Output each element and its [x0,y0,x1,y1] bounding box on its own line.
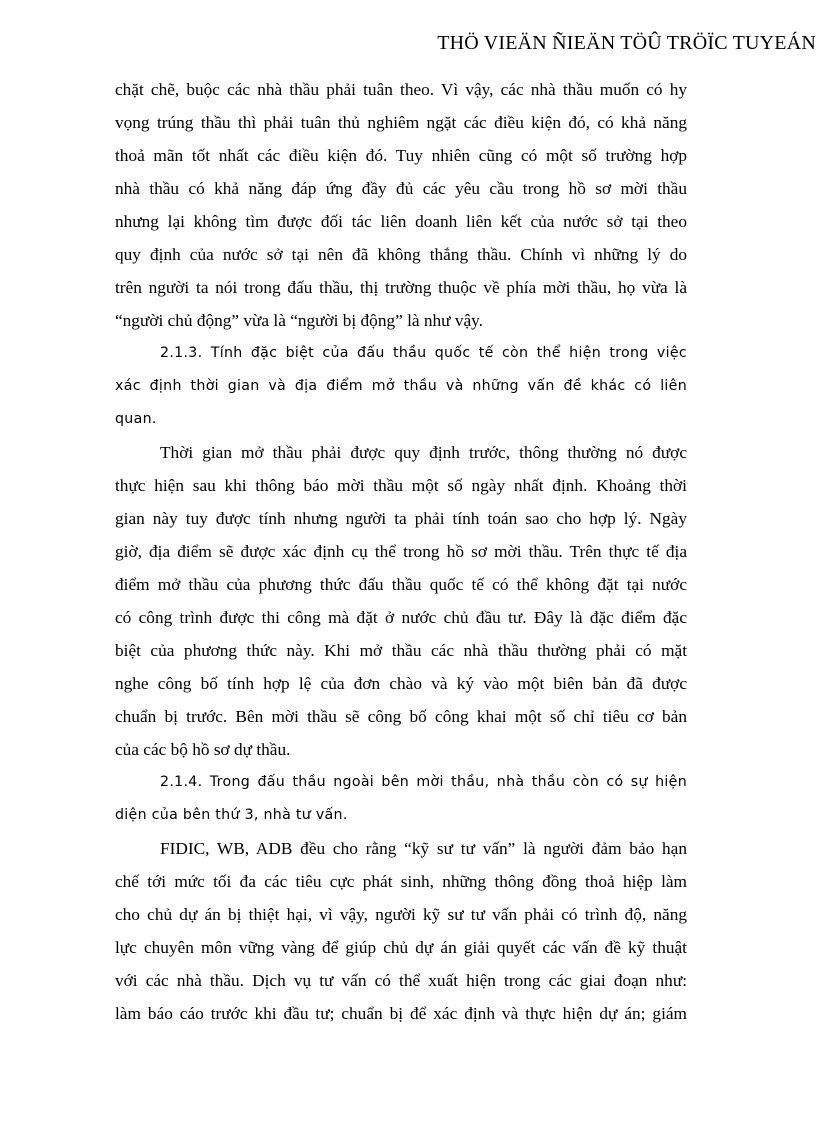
text-line: biệt của phương thức này. Khi mở thầu các nhà thầu thường phải có mặt [115,641,687,660]
document-body [115,73,687,1030]
text-line: nhà thầu có khả năng đáp ứng đầy đủ các yêu cầu trong hồ sơ mời thầu [115,179,687,198]
section-heading-line: 2.1.4. Trong đấu thầu ngoài bên mời thầu, nhà thầu còn có sự hiện [160,774,687,790]
text-line: điểm mở thầu của phương thức đấu thầu quốc tế có thể không đặt tại nước [115,575,687,594]
text-line: lực chuyên môn vững vàng để giúp chủ dự án giải quyết các vấn đề kỹ thuật [115,938,687,957]
text-line: với các nhà thầu. Dịch vụ tư vấn có thể xuất hiện trong các giai đoạn như: [115,971,687,990]
text-line: trên người ta nói trong đấu thầu, thị trường thuộc về phía mời thầu, họ vừa là [115,278,687,297]
text-line: làm báo cáo trước khi đầu tư; chuẩn bị để xác định và thực hiện dự án; giám [115,1004,687,1023]
text-line: FIDIC, WB, ADB đều cho rằng “kỹ sư tư vấn” là người đảm bảo hạn [160,839,687,858]
text-line: nghe công bố tính hợp lệ của đơn chào và ký vào một biên bản đã được [115,674,687,693]
text-line: gian này tuy được tính nhưng người ta phải tính toán sao cho hợp lý. Ngày [115,509,687,528]
text-line: chặt chẽ, buộc các nhà thầu phải tuân theo. Vì vậy, các nhà thầu muốn có hy [115,80,687,99]
section-heading-line: diện của bên thứ 3, nhà tư vấn. [115,807,348,823]
text-line: thoả mãn tốt nhất các điều kiện đó. Tuy nhiên cũng có một số trường hợp [115,146,687,165]
section-heading-line: quan. [115,411,157,427]
page-header: THÖ VIEÄN ÑIEÄN TÖÛ TRÖÏC TUYEÁN [437,32,816,54]
text-line: Thời gian mở thầu phải được quy định trước, thông thường nó được [160,443,687,462]
text-line: giờ, địa điểm sẽ được xác định cụ thể trong hồ sơ mời thầu. Trên thực tế địa [115,542,687,561]
section-heading-line: 2.1.3. Tính đặc biệt của đấu thầu quốc tế còn thể hiện trong việc [160,345,687,361]
text-line: quy định của nước sở tại nên đã không thắng thầu. Chính vì những lý do [115,245,687,264]
text-line: “người chủ động” vừa là “người bị động” là như vậy. [115,311,483,330]
text-line: chuẩn bị trước. Bên mời thầu sẽ công bố công khai một số chỉ tiêu cơ bản [115,707,687,726]
text-line: nhưng lại không tìm được đối tác liên doanh liên kết của nước sở tại theo [115,212,687,231]
text-line: của các bộ hồ sơ dự thầu. [115,740,291,759]
text-line: có công trình được thi công mà đặt ở nước chủ đầu tư. Đây là đặc điểm đặc [115,608,687,627]
text-line: vọng trúng thầu thì phải tuân thủ nghiêm ngặt các điều kiện đó, có khả năng [115,113,687,132]
text-line: thực hiện sau khi thông báo mời thầu một số ngày nhất định. Khoảng thời [115,476,687,495]
text-line: chế tới mức tối đa các tiêu cực phát sinh, những thông đồng thoả hiệp làm [115,872,687,891]
section-heading-line: xác định thời gian và địa điểm mở thầu và những vấn đề khác có liên [115,378,687,394]
text-line: cho chủ dự án bị thiệt hại, vì vậy, người kỹ sư tư vấn phải có trình độ, năng [115,905,687,924]
